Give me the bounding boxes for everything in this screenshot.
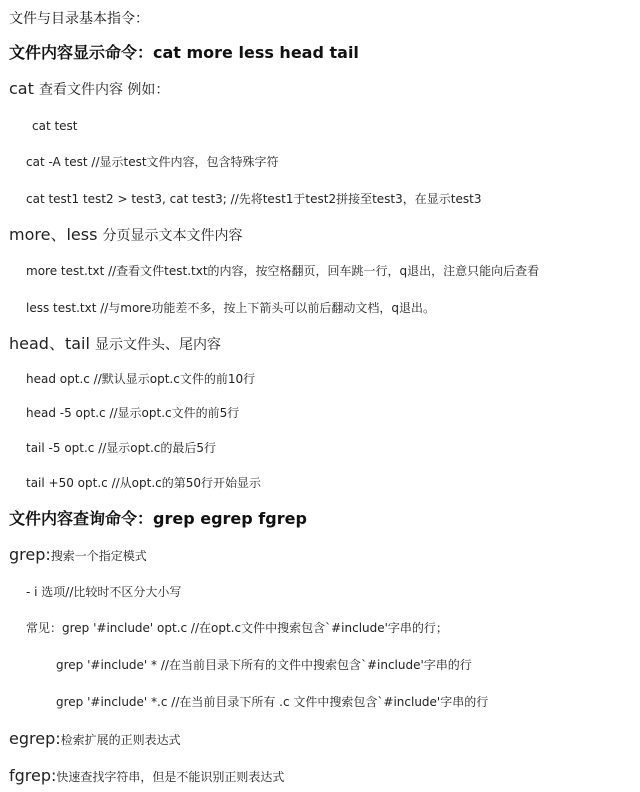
topic-head-tail: [9, 336, 221, 352]
section-heading-query-commands: 文件内容查询命令：grep egrep fgrep: [9, 509, 307, 528]
topic-fgrep: [9, 768, 284, 784]
topic-more-less: [9, 227, 243, 243]
topic-head-tail-command: head、tail: [9, 334, 90, 353]
grep-example-line: grep '#include' * //在当前目录下所有的文件中搜索包含`#include'字串的行: [56, 658, 472, 672]
topic-grep-command: grep:: [9, 545, 51, 564]
section-heading-display-commands: 文件内容显示命令：cat more less head tail: [9, 43, 359, 62]
topic-egrep-command: egrep:: [9, 729, 61, 748]
head-tail-example-line: head opt.c //默认显示opt.c文件的前10行: [26, 372, 256, 386]
cat-example-line: cat test: [32, 119, 78, 133]
head-tail-example-line: head -5 opt.c //显示opt.c文件的前5行: [26, 406, 240, 420]
topic-more-less-description: 分页显示文本文件内容: [102, 228, 243, 244]
grep-option-line: - i 选项//比较时不区分大小写: [26, 585, 182, 599]
less-example-line: less test.txt //与more功能差不多，按上下箭头可以前后翻动文档，q退出。: [26, 301, 436, 315]
topic-grep-description: 搜索一个指定模式: [50, 549, 147, 563]
grep-example-line: grep '#include' *.c //在当前目录下所有 .c 文件中搜索包含`#include'字串的行: [56, 695, 489, 709]
grep-common-line: 常见：grep '#include' opt.c //在opt.c文件中搜索包含`#include'字串的行；: [26, 621, 448, 635]
cat-example-line: cat -A test //显示test文件内容，包含特殊字符: [26, 155, 279, 169]
doc-title: 文件与目录基本指令：: [9, 11, 149, 27]
topic-cat-description: 查看文件内容 例如：: [38, 82, 170, 98]
topic-egrep: [9, 731, 181, 747]
cat-example-line: cat test1 test2 > test3, cat test3; //先将test1于test2拼接至test3，在显示test3: [26, 192, 482, 206]
topic-more-less-command: more、less: [9, 225, 98, 244]
topic-cat: [9, 81, 169, 97]
topic-fgrep-description: 快速查找字符串，但是不能识别正则表达式: [56, 770, 285, 784]
topic-head-tail-description: 显示文件头、尾内容: [95, 337, 222, 353]
topic-fgrep-command: fgrep:: [9, 766, 57, 785]
topic-cat-command: cat: [9, 79, 34, 98]
more-example-line: more test.txt //查看文件test.txt的内容，按空格翻页，回车跳一行，q退出，注意只能向后查看: [26, 264, 540, 278]
head-tail-example-line: tail -5 opt.c //显示opt.c的最后5行: [26, 441, 217, 455]
topic-grep: [9, 547, 147, 563]
topic-egrep-description: 检索扩展的正则表达式: [60, 733, 181, 747]
head-tail-example-line: tail +50 opt.c //从opt.c的第50行开始显示: [26, 476, 262, 490]
